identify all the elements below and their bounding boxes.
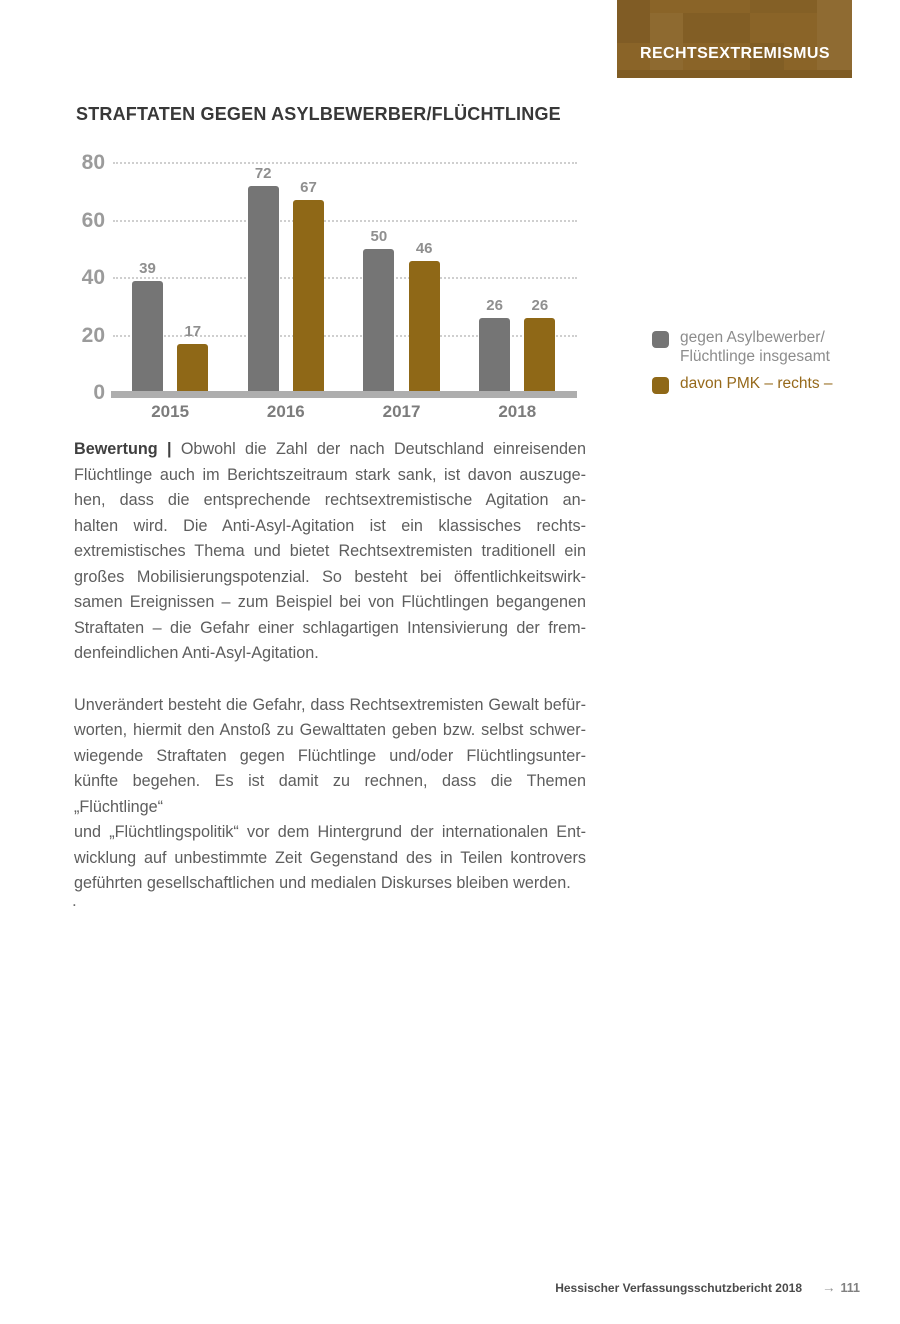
bar-value-label: 67 — [300, 179, 317, 197]
footer-report-title: Hessischer Verfassungsschutzbericht 2018 — [555, 1281, 803, 1295]
y-axis-label: 80 — [81, 151, 105, 174]
y-axis-label: 0 — [93, 381, 105, 404]
bar-value-label: 39 — [139, 259, 156, 277]
text-line: worten, hiermit den Anstoß zu Gewalttaten geben bzw. selbst schwer- — [74, 721, 586, 739]
paragraph — [74, 437, 586, 667]
bar-value-label: 72 — [254, 165, 272, 182]
legend-label-line: gegen Asylbewerber/ — [680, 329, 825, 346]
legend-label-line: davon PMK – rechts – — [680, 375, 833, 392]
chart-title: STRAFTATEN GEGEN ASYLBEWERBER/FLÜCHTLINGE — [76, 104, 561, 124]
x-axis-label: 2017 — [382, 402, 421, 421]
bar — [479, 318, 510, 397]
bar — [248, 186, 279, 397]
text-line: denfeindlichen Anti-Asyl-Agitation. — [74, 644, 319, 662]
x-axis-label: 2018 — [498, 402, 537, 421]
text-line: hen, dass die entsprechende rechtsextremistische Agitation an- — [74, 491, 586, 509]
gridline — [113, 277, 577, 279]
legend-label — [680, 374, 833, 393]
text-line: samen Ereignissen – zum Beispiel bei von Flüchtlingen begangenen — [74, 593, 586, 611]
body-text — [74, 437, 586, 923]
paragraph — [74, 693, 586, 897]
text-line: Flüchtlinge auch im Berichtszeitraum stark sank, ist davon auszuge- — [74, 465, 586, 484]
bar — [524, 318, 555, 397]
text-line: Straftaten – die Gefahr einer schlagartigen Intensivierung der frem- — [74, 618, 586, 637]
y-axis-label: 60 — [81, 208, 105, 232]
text-line: Bewertung | Obwohl die Zahl der nach Deutschland einreisenden — [74, 440, 586, 458]
text-line: geführten gesellschaftlichen und medialen Diskurses bleiben werden. — [74, 874, 571, 892]
gridline — [113, 220, 577, 222]
stray-period: . — [72, 891, 77, 910]
legend-item — [652, 328, 830, 366]
text-line: halten wird. Die Anti-Asyl-Agitation ist ein klassisches rechts- — [74, 516, 586, 535]
bar — [177, 344, 208, 397]
paragraph-lead: Bewertung | — [74, 440, 181, 458]
text-line: großes Mobilisierungspotenzial. So besteht bei öffentlichkeitswirk- — [74, 567, 586, 586]
legend-swatch — [652, 331, 669, 348]
x-axis-label: 2016 — [266, 402, 305, 421]
text-line: extremistisches Thema und bietet Rechtsextremisten traditionell ein — [74, 542, 586, 560]
legend-item — [652, 374, 833, 394]
y-axis-label: 40 — [81, 266, 105, 289]
legend-label — [680, 328, 830, 366]
text-line: künfte begehen. Es ist damit zu rechnen, dass die Themen „Flüchtlinge“ — [74, 772, 586, 816]
bar — [409, 261, 440, 397]
bar-value-label: 46 — [415, 239, 433, 257]
x-axis-baseline — [111, 391, 577, 398]
section-header-label: RECHTSEXTREMISMUS — [640, 45, 830, 62]
y-axis-label: 20 — [81, 323, 105, 347]
gridline — [113, 162, 577, 164]
legend-label-line: Flüchtlinge insgesamt — [680, 348, 830, 365]
bar — [132, 281, 163, 397]
page-footer — [555, 1280, 860, 1295]
bar-value-label: 26 — [486, 297, 503, 315]
bar — [363, 249, 394, 397]
x-axis-label: 2015 — [151, 402, 190, 421]
bar — [293, 200, 324, 397]
text-line: wicklung auf unbestimmte Zeit Gegenstand des in Teilen kontrovers — [74, 848, 586, 867]
text-line: wiegende Straftaten gegen Flüchtlinge und/oder Flüchtlingsunter- — [74, 746, 586, 765]
bar-value-label: 26 — [531, 297, 549, 315]
bar-value-label: 17 — [184, 323, 202, 341]
legend-swatch — [652, 377, 669, 394]
text-line: und „Flüchtlingspolitik“ vor dem Hintergrund der internationalen Ent- — [74, 823, 586, 841]
arrow-right-icon: → — [822, 1280, 836, 1295]
bar-value-label: 50 — [370, 228, 388, 246]
text-line: Unverändert besteht die Gefahr, dass Rechtsextremisten Gewalt befür- — [74, 695, 586, 714]
footer-page-number: 111 — [840, 1281, 860, 1295]
